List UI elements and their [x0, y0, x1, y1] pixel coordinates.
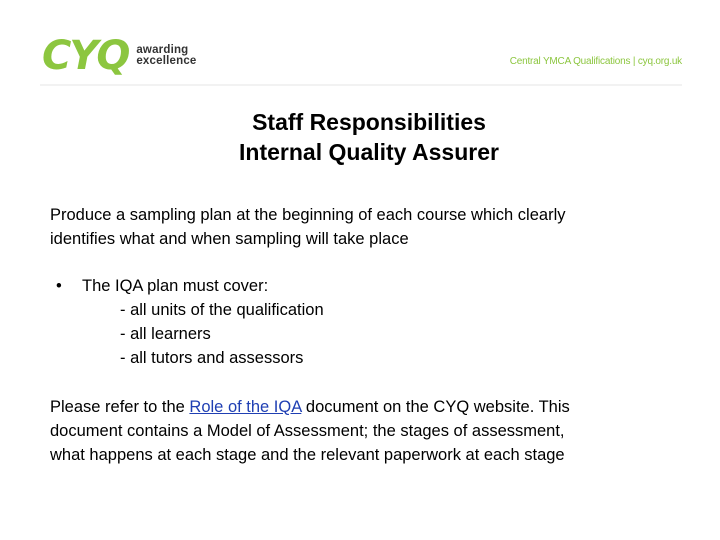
refer-line-1 — [50, 395, 690, 419]
refer-paragraph — [50, 395, 690, 467]
logo-tagline-line2: excellence — [136, 55, 197, 67]
logo-tagline — [136, 45, 196, 67]
intro-line-1: Produce a sampling plan at the beginning of each course which clearly — [50, 206, 566, 224]
iqa-plan-list — [50, 274, 690, 370]
header-divider — [40, 84, 682, 86]
bullet-item — [50, 274, 690, 298]
slide-title — [0, 107, 720, 167]
role-of-iqa-link[interactable]: Role of the IQA — [189, 398, 302, 416]
refer-line-2: document contains a Model of Assessment; the stages of assessment, — [50, 422, 565, 440]
sub-item-units: - all units of the qualification — [120, 301, 324, 319]
logo-mark: CYQ — [42, 33, 129, 79]
logo-tagline-line1: awarding — [136, 44, 189, 56]
cyq-logo — [42, 33, 197, 79]
title-line-1: Staff Responsibilities — [252, 109, 486, 135]
refer-line-3: what happens at each stage and the relevant paperwork at each stage — [50, 446, 565, 464]
sub-item-tutors: - all tutors and assessors — [120, 349, 304, 367]
sub-item-learners: - all learners — [120, 325, 211, 343]
intro-line-2: identifies what and when sampling will take place — [50, 230, 409, 248]
organisation-line: Central YMCA Qualifications | cyq.org.uk — [509, 56, 682, 67]
bullet-marker: • — [56, 277, 62, 295]
bullet-text: The IQA plan must cover: — [82, 277, 269, 295]
refer-prefix: Please refer to the — [50, 398, 190, 416]
slide-header — [0, 0, 720, 90]
intro-paragraph — [50, 203, 690, 251]
title-line-2: Internal Quality Assurer — [239, 139, 499, 165]
refer-suffix: document on the CYQ website. This — [301, 398, 570, 416]
